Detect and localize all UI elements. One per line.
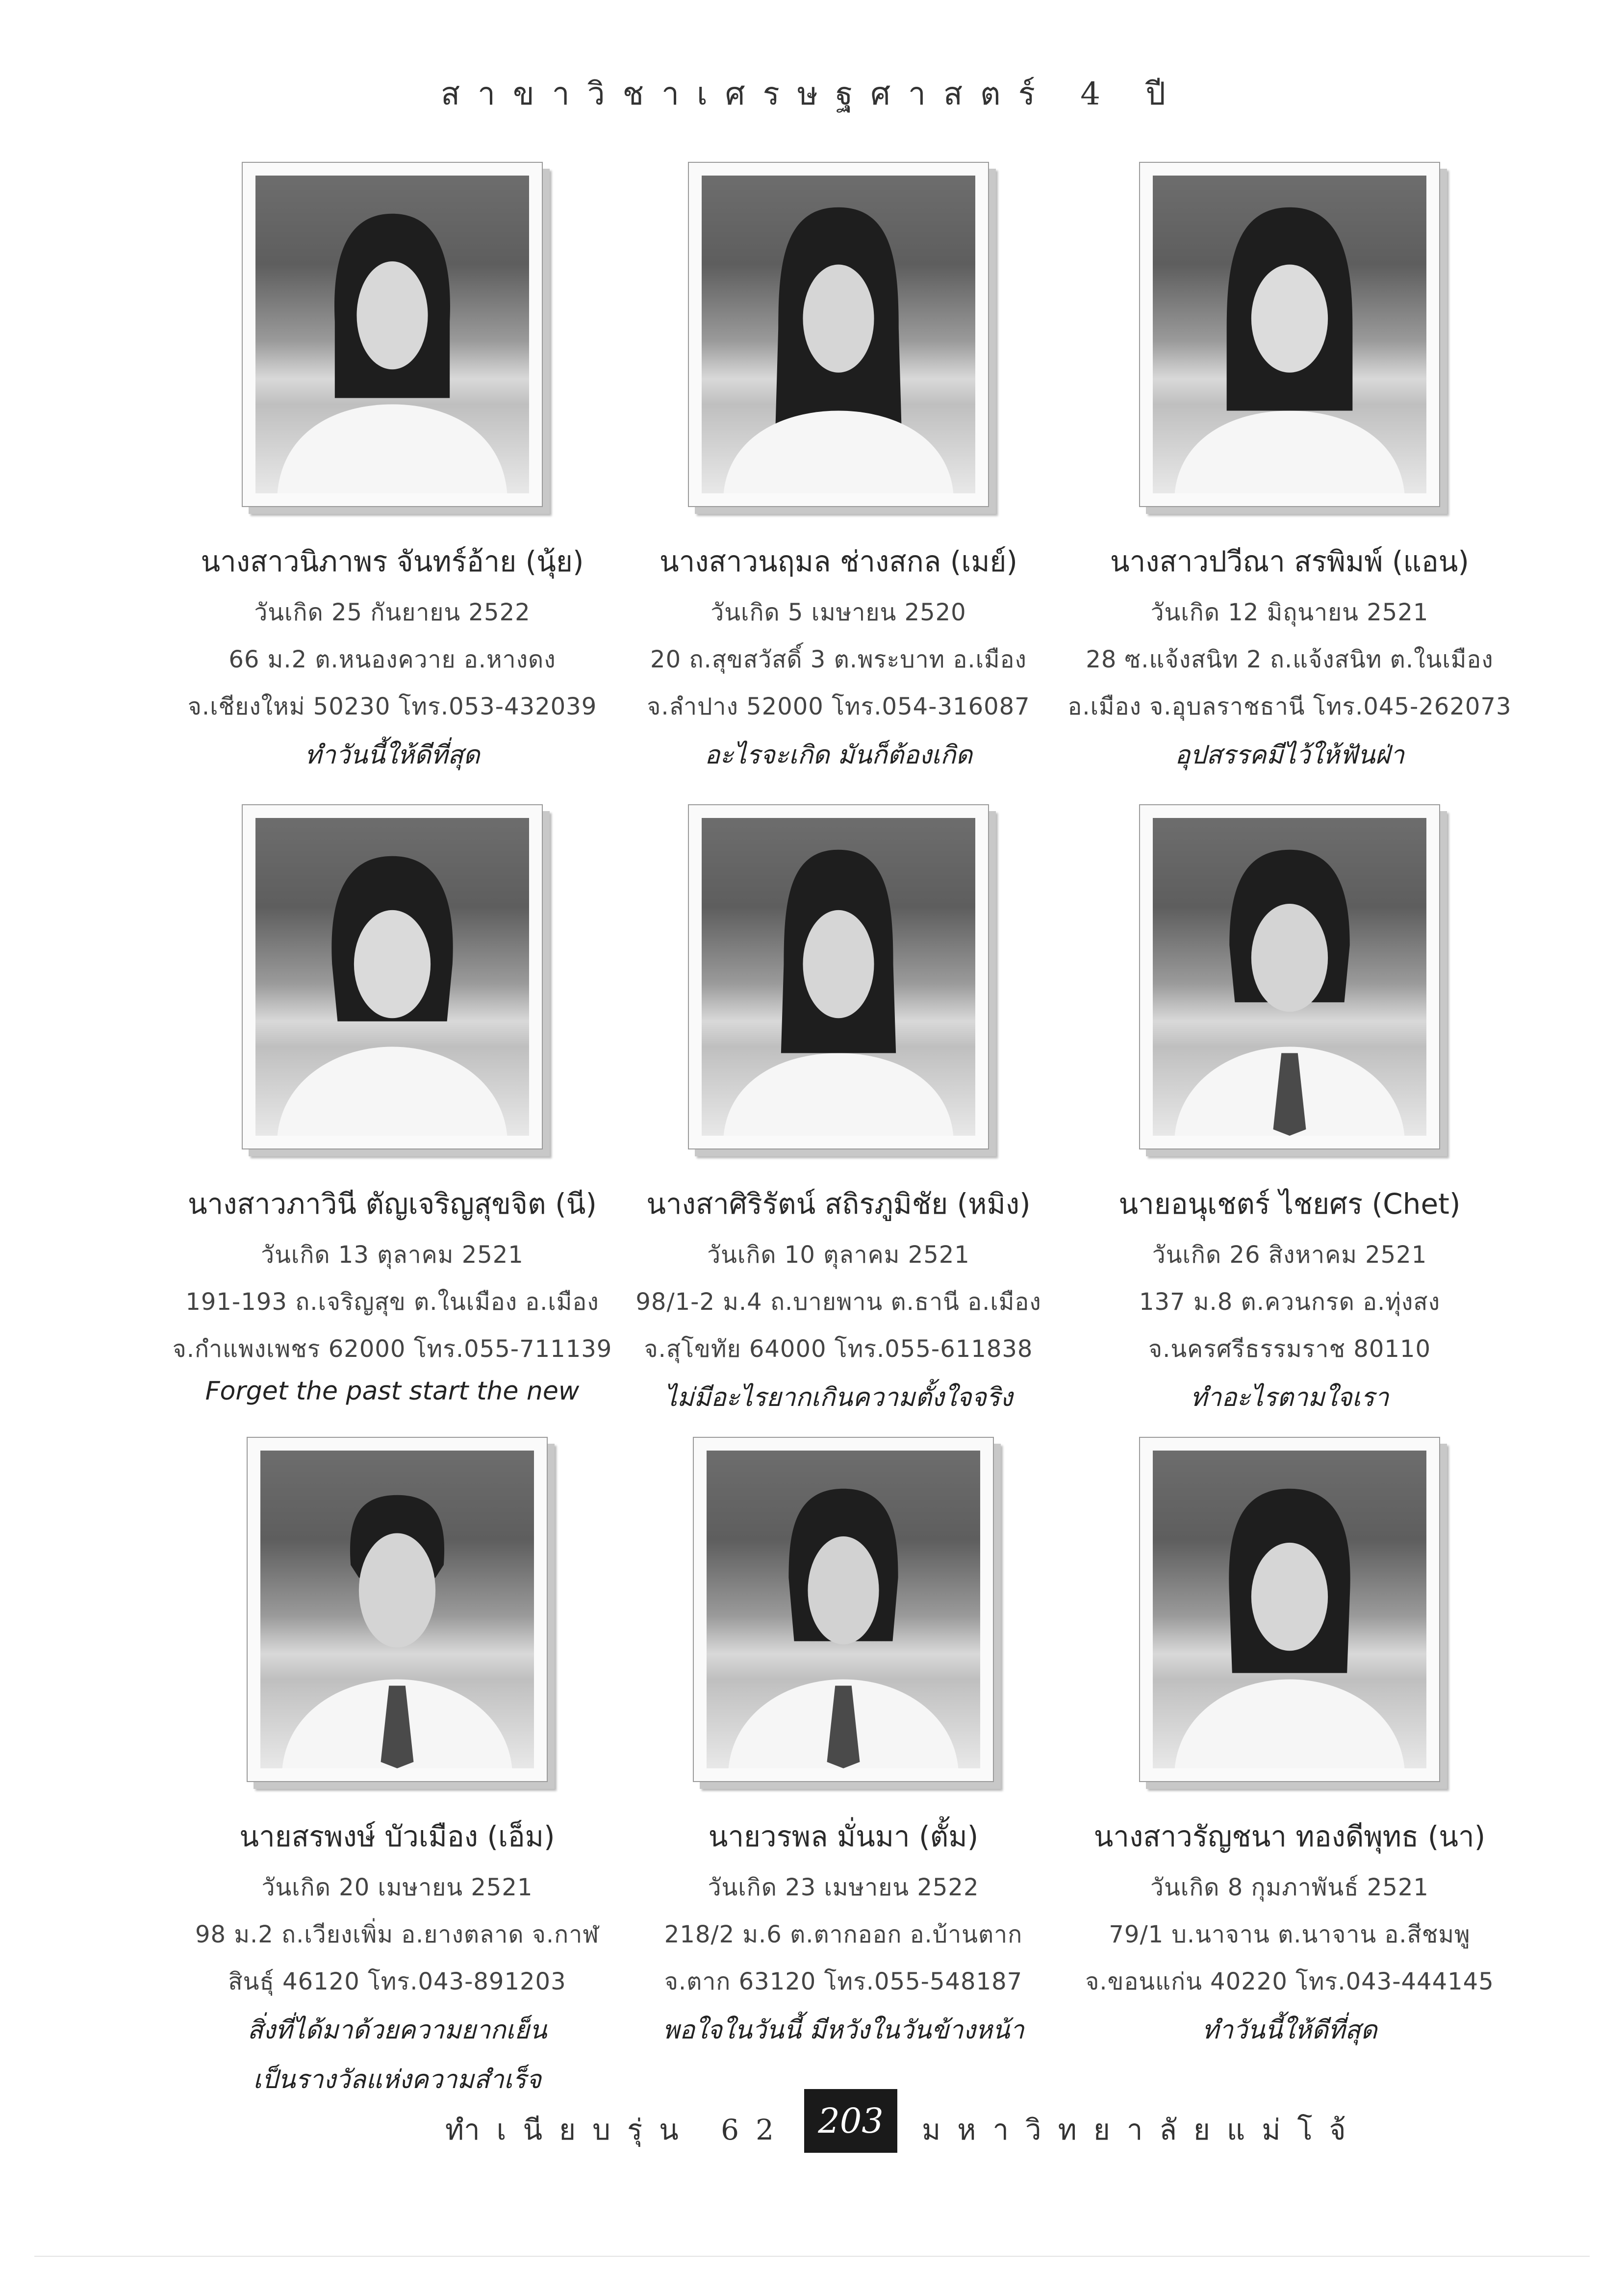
student-name: นางสาวรัญชนา ทองดีพุทธ (นา) <box>1093 1820 1486 1853</box>
student-birthday: วันเกิด 12 มิถุนายน 2521 <box>1150 599 1429 626</box>
portrait-female-icon <box>702 176 975 493</box>
student-card <box>147 804 637 1406</box>
student-photo <box>693 1437 994 1782</box>
student-address: 98 ม.2 ถ.เวียงเพิ่ม อ.ยางตลาด จ.กาฬ <box>195 1921 599 1948</box>
student-name: นางสาวภาวินี ตัญเจริญสุขจิต (นี) <box>187 1187 597 1221</box>
student-card <box>152 1437 642 2099</box>
portrait-female-icon <box>255 176 529 493</box>
student-motto: ทำวันนี้ให้ดีที่สุด <box>1202 2015 1377 2045</box>
student-birthday: วันเกิด 10 ตุลาคม 2521 <box>707 1241 970 1269</box>
student-address: 20 ถ.สุขสวัสดิ์ 3 ต.พระบาท อ.เมือง <box>650 646 1027 673</box>
student-motto: Forget the past start the new <box>205 1377 580 1406</box>
student-photo <box>247 1437 548 1782</box>
footer-yearbook-label: ทำเนียบรุ่น 62 <box>445 2113 790 2146</box>
student-motto: ไม่มีอะไรยากเกินความตั้งใจจริง <box>664 1383 1013 1412</box>
page-title: สาขาวิชาเศรษฐศาสตร์ 4 ปี <box>441 76 1183 112</box>
student-photo <box>688 804 989 1149</box>
portrait-male-icon <box>260 1451 534 1768</box>
student-card <box>1044 162 1535 775</box>
student-name: นางสาวนฤมล ช่างสกล (เมย์) <box>659 545 1018 578</box>
student-birthday: วันเกิด 23 เมษายน 2522 <box>708 1874 979 1901</box>
student-name: นายสรพงษ์ บัวเมือง (เอ็ม) <box>239 1820 555 1853</box>
student-name: นายวรพล มั่นมา (ตั้ม) <box>708 1820 979 1853</box>
student-address: จ.เชียงใหม่ 50230 โทร.053-432039 <box>187 693 597 720</box>
student-motto: พอใจในวันนี้ มีหวังในวันข้างหน้า <box>662 2015 1024 2045</box>
portrait-female-icon <box>1153 1451 1426 1768</box>
student-address: 66 ม.2 ต.หนองควาย อ.หางดง <box>228 646 556 673</box>
portrait-male-icon <box>707 1451 980 1768</box>
student-address: จ.นครศรีธรรมราช 80110 <box>1148 1335 1431 1363</box>
student-card <box>593 162 1084 775</box>
student-birthday: วันเกิด 20 เมษายน 2521 <box>261 1874 533 1901</box>
student-photo <box>1139 804 1440 1149</box>
student-card <box>147 162 637 775</box>
student-name: นายอนุเชตร์ ไชยศร (Chet) <box>1118 1187 1461 1221</box>
student-card <box>1044 1437 1535 2050</box>
student-address: จ.ตาก 63120 โทร.055-548187 <box>664 1968 1023 1995</box>
student-birthday: วันเกิด 8 กุมภาพันธ์ 2521 <box>1150 1874 1429 1901</box>
student-address: 98/1-2 ม.4 ถ.บายพาน ต.ธานี อ.เมือง <box>635 1288 1041 1316</box>
student-motto: ทำวันนี้ให้ดีที่สุด <box>304 740 480 770</box>
student-birthday: วันเกิด 26 สิงหาคม 2521 <box>1152 1241 1427 1269</box>
student-address: 218/2 ม.6 ต.ตากออก อ.บ้านตาก <box>664 1921 1023 1948</box>
student-birthday: วันเกิด 5 เมษายน 2520 <box>710 599 966 626</box>
student-photo <box>1139 162 1440 507</box>
student-name: นางสาศิริรัตน์ สถิรภูมิชัย (หมิง) <box>646 1187 1031 1221</box>
student-photo <box>242 804 543 1149</box>
student-card <box>1044 804 1535 1417</box>
portrait-male-icon <box>1153 818 1426 1136</box>
portrait-female-icon <box>255 818 529 1136</box>
student-address: 28 ซ.แจ้งสนิท 2 ถ.แจ้งสนิท ต.ในเมือง <box>1086 646 1494 673</box>
student-motto: ทำอะไรตามใจเรา <box>1190 1383 1389 1412</box>
student-address: 191-193 ถ.เจริญสุข ต.ในเมือง อ.เมือง <box>185 1288 599 1316</box>
student-address: จ.สุโขทัย 64000 โทร.055-611838 <box>644 1335 1033 1363</box>
student-address: จ.ลำปาง 52000 โทร.054-316087 <box>647 693 1030 720</box>
page-footer <box>0 2089 1624 2153</box>
student-address: 137 ม.8 ต.ควนกรด อ.ทุ่งสง <box>1139 1288 1441 1316</box>
student-motto: อุปสรรคมีไว้ให้ฟันฝ่า <box>1175 740 1404 770</box>
student-address: สินธุ์ 46120 โทร.043-891203 <box>228 1968 566 1995</box>
student-motto: สิ่งที่ได้มาด้วยความยากเย็น <box>247 2015 547 2045</box>
student-address: จ.ขอนแก่น 40220 โทร.043-444145 <box>1085 1968 1494 1995</box>
student-birthday: วันเกิด 25 กันยายน 2522 <box>254 599 531 626</box>
student-name: นางสาวนิภาพร จันทร์อ้าย (นุ้ย) <box>201 545 584 578</box>
student-card <box>598 1437 1089 2050</box>
student-birthday: วันเกิด 13 ตุลาคม 2521 <box>261 1241 524 1269</box>
student-card <box>593 804 1084 1417</box>
portrait-female-icon <box>702 818 975 1136</box>
student-photo <box>1139 1437 1440 1782</box>
portrait-female-icon <box>1153 176 1426 493</box>
student-address: อ.เมือง จ.อุบลราชธานี โทร.045-262073 <box>1067 693 1512 720</box>
footer-university-label: มหาวิทยาลัยแม่โจ้ <box>922 2113 1363 2146</box>
student-address: จ.กำแพงเพชร 62000 โทร.055-711139 <box>172 1335 612 1363</box>
student-name: นางสาวปวีณา สรพิมพ์ (แอน) <box>1110 545 1470 578</box>
student-motto: เป็นรางวัลแห่งความสำเร็จ <box>253 2065 541 2094</box>
student-photo <box>242 162 543 507</box>
bottom-divider <box>34 2256 1590 2257</box>
student-address: 79/1 บ.นาจาน ต.นาจาน อ.สีชมพู <box>1109 1921 1471 1948</box>
student-photo <box>688 162 989 507</box>
student-motto: อะไรจะเกิด มันก็ต้องเกิด <box>705 740 972 770</box>
page-number: 203 <box>804 2089 897 2153</box>
